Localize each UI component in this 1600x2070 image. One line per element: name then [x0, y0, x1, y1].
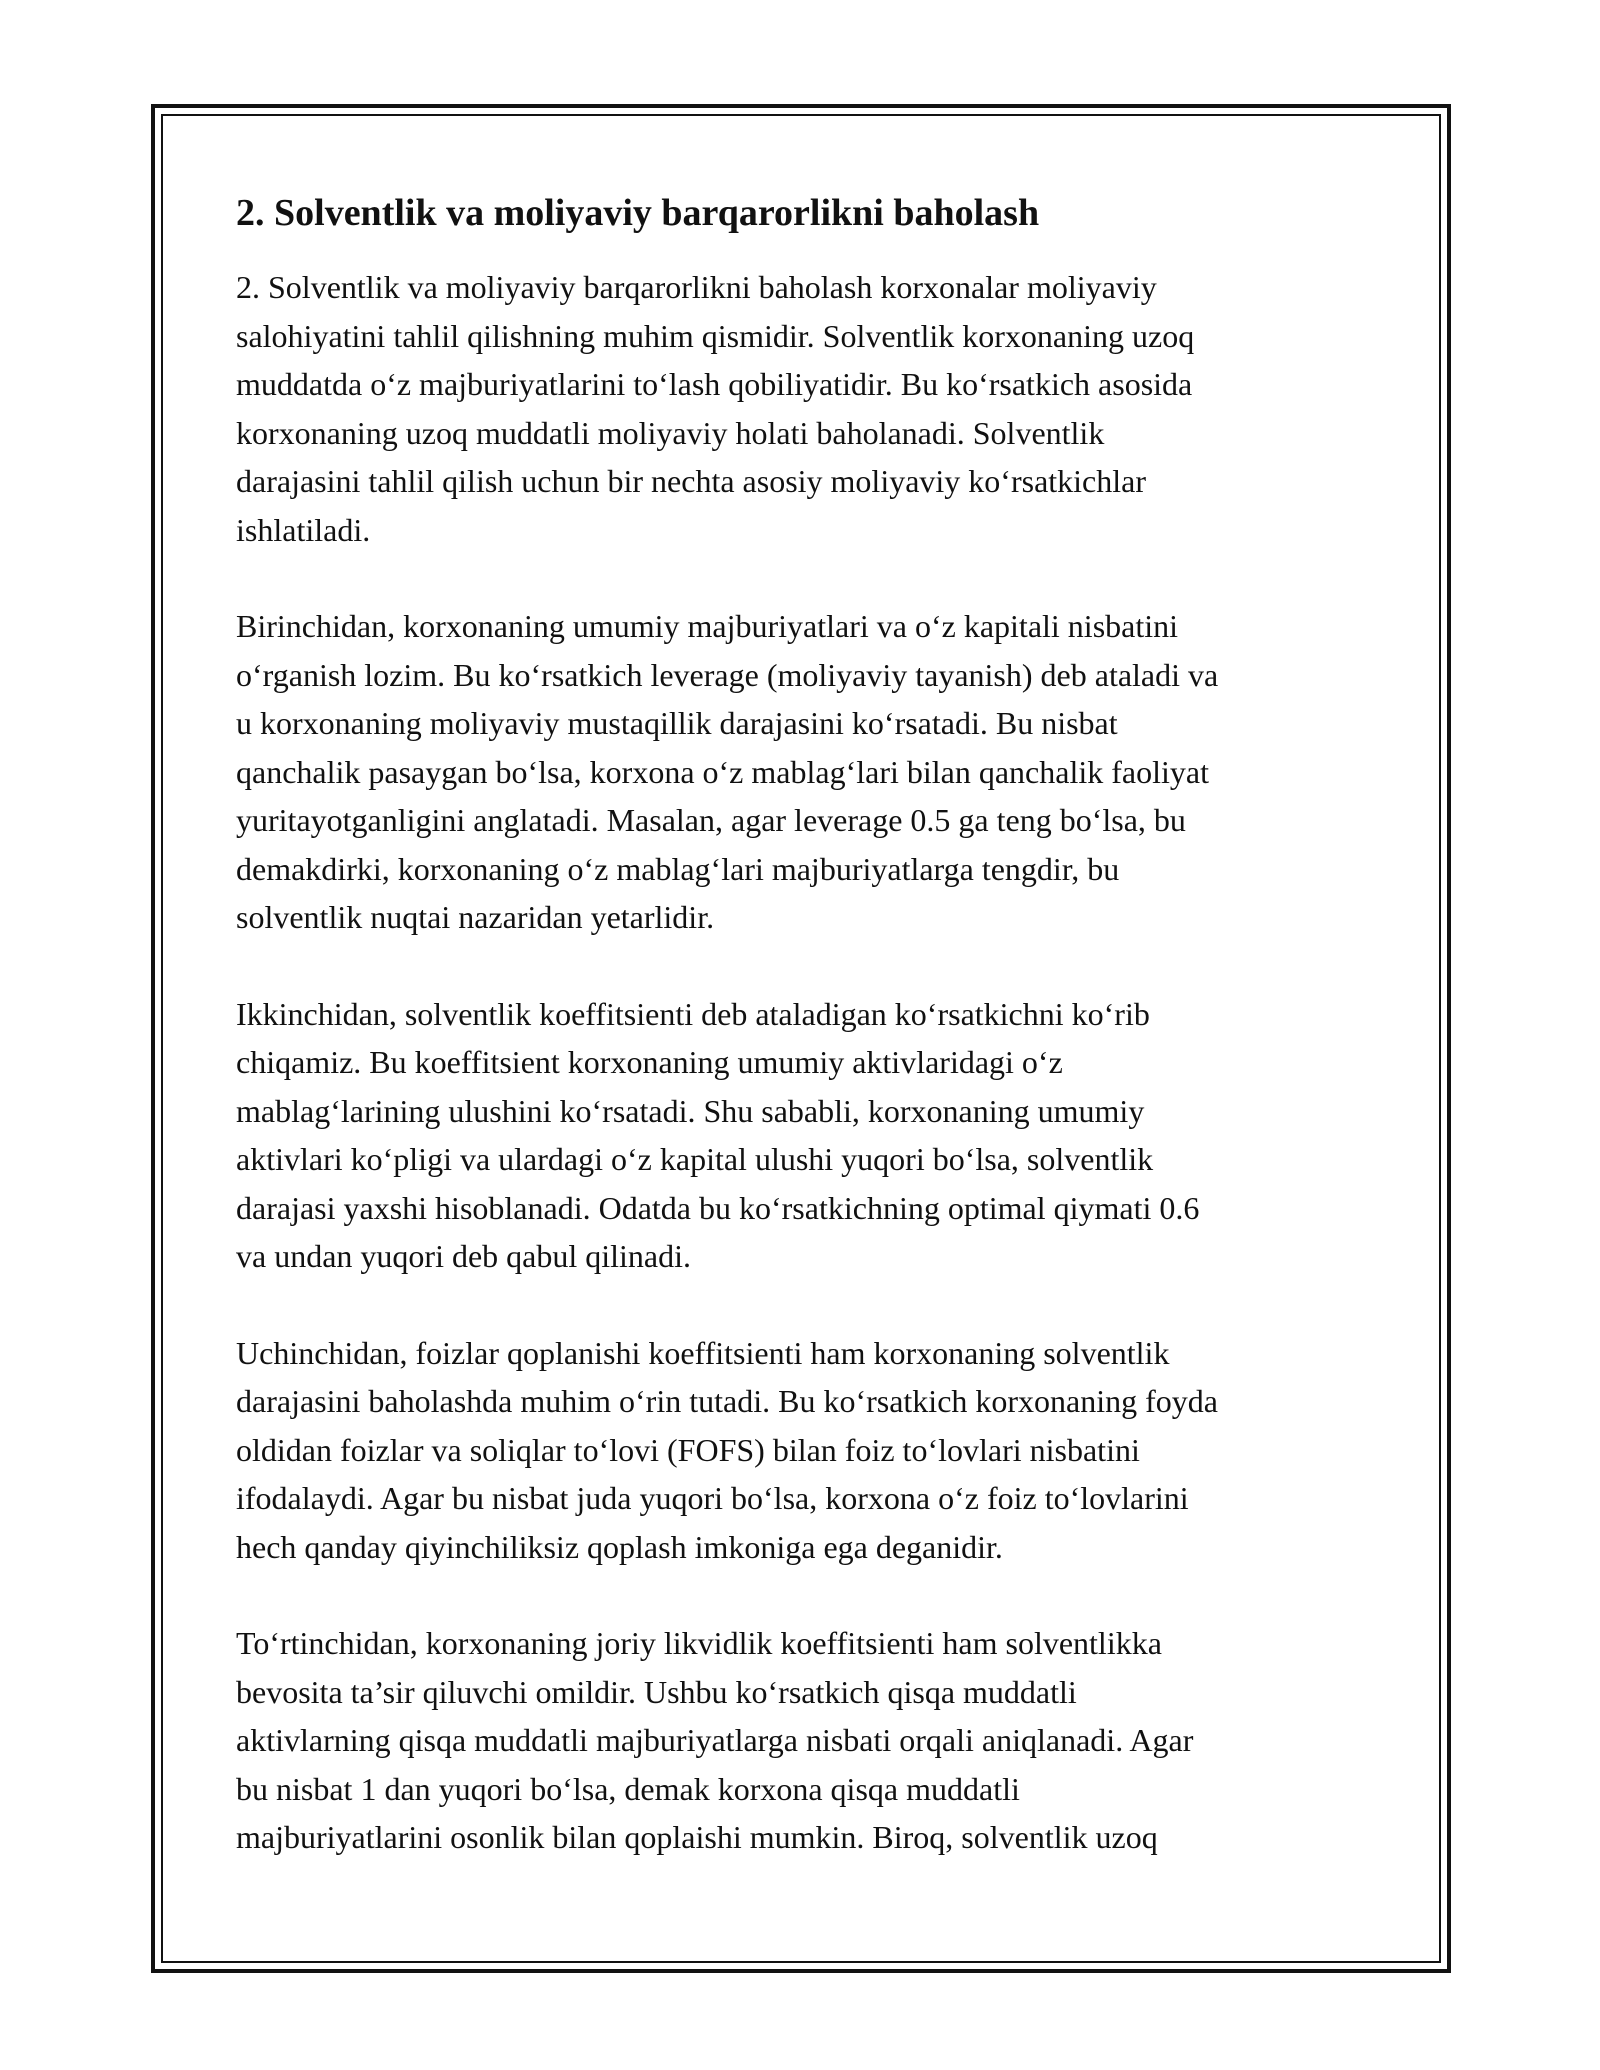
section-heading: 2. Solventlik va moliyaviy barqarorlikni baholash [236, 192, 1040, 234]
text-line: darajasini tahlil qilish uchun bir nechta asosiy moliyaviy ko‘rsatkichlar [236, 463, 1146, 499]
text-line: 2. Solventlik va moliyaviy barqarorlikni baholash korxonalar moliyaviy [236, 269, 1157, 305]
document-body [236, 185, 1376, 1910]
text-line: darajasi yaxshi hisoblanadi. Odatda bu ko‘rsatkichning optimal qiymati 0.6 [236, 1189, 1200, 1226]
paragraph-third [236, 1329, 1376, 1572]
text-line: aktivlarning qisqa muddatli majburiyatlarga nisbati orqali aniqlanadi. Agar [236, 1722, 1194, 1758]
paragraph-intro [236, 263, 1376, 554]
text-line: solventlik nuqtai nazaridan yetarlidir. [236, 899, 715, 935]
text-line: o‘rganish lozim. Bu ko‘rsatkich leverage (moliyaviy tayanish) deb ataladi va [236, 656, 1219, 693]
paragraph-second [236, 990, 1376, 1281]
text-line: demakdirki, korxonaning o‘z mablag‘lari majburiyatlarga tengdir, bu [236, 850, 1120, 887]
text-line: korxonaning uzoq muddatli moliyaviy holati baholanadi. Solventlik [236, 414, 1105, 451]
text-line: bu nisbat 1 dan yuqori bo‘lsa, demak korxona qisqa muddatli [236, 1770, 1020, 1807]
paragraph-first [236, 602, 1376, 942]
text-line: hech qanday qiyinchiliksiz qoplash imkoniga ega deganidir. [236, 1528, 1003, 1565]
text-line: Birinchidan, korxonaning umumiy majburiyatlari va o‘z kapitali nisbatini [236, 608, 1179, 644]
text-line: va undan yuqori deb qabul qilinadi. [236, 1238, 692, 1274]
text-line: salohiyatini tahlil qilishning muhim qismidir. Solventlik korxonaning uzoq [236, 317, 1195, 354]
text-line: ifodalaydi. Agar bu nisbat juda yuqori bo‘lsa, korxona o‘z foiz to‘lovlarini [236, 1480, 1189, 1516]
text-line: yuritayotganligini anglatadi. Masalan, agar leverage 0.5 ga teng bo‘lsa, bu [236, 802, 1186, 838]
text-line: majburiyatlarini osonlik bilan qoplaishi mumkin. Biroq, solventlik uzoq [236, 1819, 1158, 1855]
text-line: qanchalik pasaygan bo‘lsa, korxona o‘z mablag‘lari bilan qanchalik faoliyat [236, 753, 1209, 790]
text-line: To‘rtinchidan, korxonaning joriy likvidlik koeffitsienti ham solventlikka [236, 1625, 1162, 1661]
text-line: muddatda o‘z majburiyatlarini to‘lash qobiliyatidir. Bu ko‘rsatkich asosida [236, 366, 1193, 402]
text-line: chiqamiz. Bu koeffitsient korxonaning umumiy aktivlaridagi o‘z [236, 1044, 1063, 1080]
text-line: Uchinchidan, foizlar qoplanishi koeffitsienti ham korxonaning solventlik [236, 1334, 1170, 1371]
text-line: ishlatiladi. [236, 511, 371, 548]
text-line: bevosita ta’sir qiluvchi omildir. Ushbu ko‘rsatkich qisqa muddatli [236, 1673, 1077, 1710]
text-line: aktivlari ko‘pligi va ulardagi o‘z kapital ulushi yuqori bo‘lsa, solventlik [236, 1141, 1154, 1177]
text-line: u korxonaning moliyaviy mustaqillik darajasini ko‘rsatadi. Bu nisbat [236, 705, 1118, 741]
text-line: Ikkinchidan, solventlik koeffitsienti deb ataladigan ko‘rsatkichni ko‘rib [236, 995, 1150, 1032]
text-line: oldidan foizlar va soliqlar to‘lovi (FOFS) bilan foiz to‘lovlari nisbatini [236, 1431, 1140, 1468]
text-line: mablag‘larining ulushini ko‘rsatadi. Shu sababli, korxonaning umumiy [236, 1092, 1145, 1129]
text-line: darajasini baholashda muhim o‘rin tutadi. Bu ko‘rsatkich korxonaning foyda [236, 1383, 1218, 1419]
paragraph-fourth [236, 1619, 1376, 1862]
